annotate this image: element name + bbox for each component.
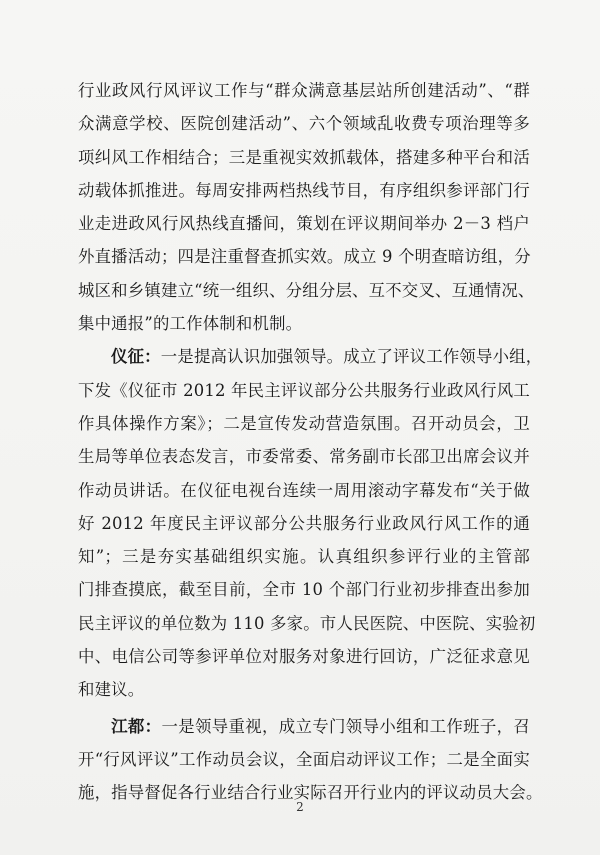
text-line: 民主评议的单位数为 110 多家。市人民医院、中医院、实验初: [78, 613, 536, 633]
text-line: 下发《仪征市 2012 年民主评议部分公共服务行业政风行风工: [78, 380, 530, 400]
text-line-first: [78, 710, 530, 743]
text-line: 好 2012 年度民主评议部分公共服务行业政风行风工作的通: [78, 513, 530, 533]
text-line: 行业政风行风评议工作与“群众满意基层站所创建活动”、“群: [78, 81, 530, 100]
text-line-first: [78, 340, 543, 373]
text-line: 门排查摸底，截至目前，全市 10 个部门行业初步排查出参加: [78, 580, 530, 600]
paragraph-lead: 江都：: [111, 716, 162, 736]
text-line: 动载体抓推进。每周安排两档热线节目，有序组织参评部门行: [78, 180, 530, 200]
text-line: 城区和乡镇建立“统一组织、分组分层、互不交叉、互通情况、: [78, 280, 535, 300]
paragraph-jiangdu: [78, 710, 543, 810]
text-line: 业走进政风行风热线直播间，策划在评议期间举办 2－3 档户: [78, 214, 530, 234]
text-line: 生局等单位表态发言，市委常委、常务副市长邵卫出席会议并: [78, 447, 530, 467]
document-body: [78, 74, 543, 810]
paragraph-yizheng: [78, 340, 543, 706]
text-line: 项纠风工作相结合；三是重视实效抓载体，搭建多种平台和活: [78, 147, 530, 167]
text-line: 和建议。: [78, 680, 145, 700]
text-line: 外直播活动；四是注重督查抓实效。成立 9 个明查暗访组，分: [78, 247, 531, 267]
text-line: 开“行风评议”工作动员会议，全面启动评议工作；二是全面实: [78, 749, 530, 769]
paragraph-continuation: [78, 74, 535, 340]
text-line: 中、电信公司等参评单位对服务对象进行回访，广泛征求意见: [78, 647, 530, 667]
text-line: 知”；三是夯实基础组织实施。认真组织参评行业的主管部: [78, 547, 530, 567]
text-run: 一是领导重视，成立专门领导小组和工作班子，召: [161, 716, 530, 736]
text-line: 众满意学校、医院创建活动”、六个领域乱收费专项治理等多: [78, 114, 530, 134]
page-number: 2: [296, 800, 304, 814]
text-line: 施，指导督促各行业结合行业实际召开行业内的评议动员大会。: [78, 783, 543, 803]
text-line: 作动员讲话。在仪征电视台连续一周用滚动字幕发布“关于做: [78, 480, 530, 500]
paragraph-lead: 仪征：: [111, 347, 161, 367]
text-line: 集中通报”的工作体制和机制。: [78, 314, 303, 334]
text-line: 作具体操作方案》；二是宣传发动营造氛围。召开动员会，卫: [78, 413, 530, 433]
text-run: 一是提高认识加强领导。成立了评议工作领导小组，: [160, 347, 543, 367]
